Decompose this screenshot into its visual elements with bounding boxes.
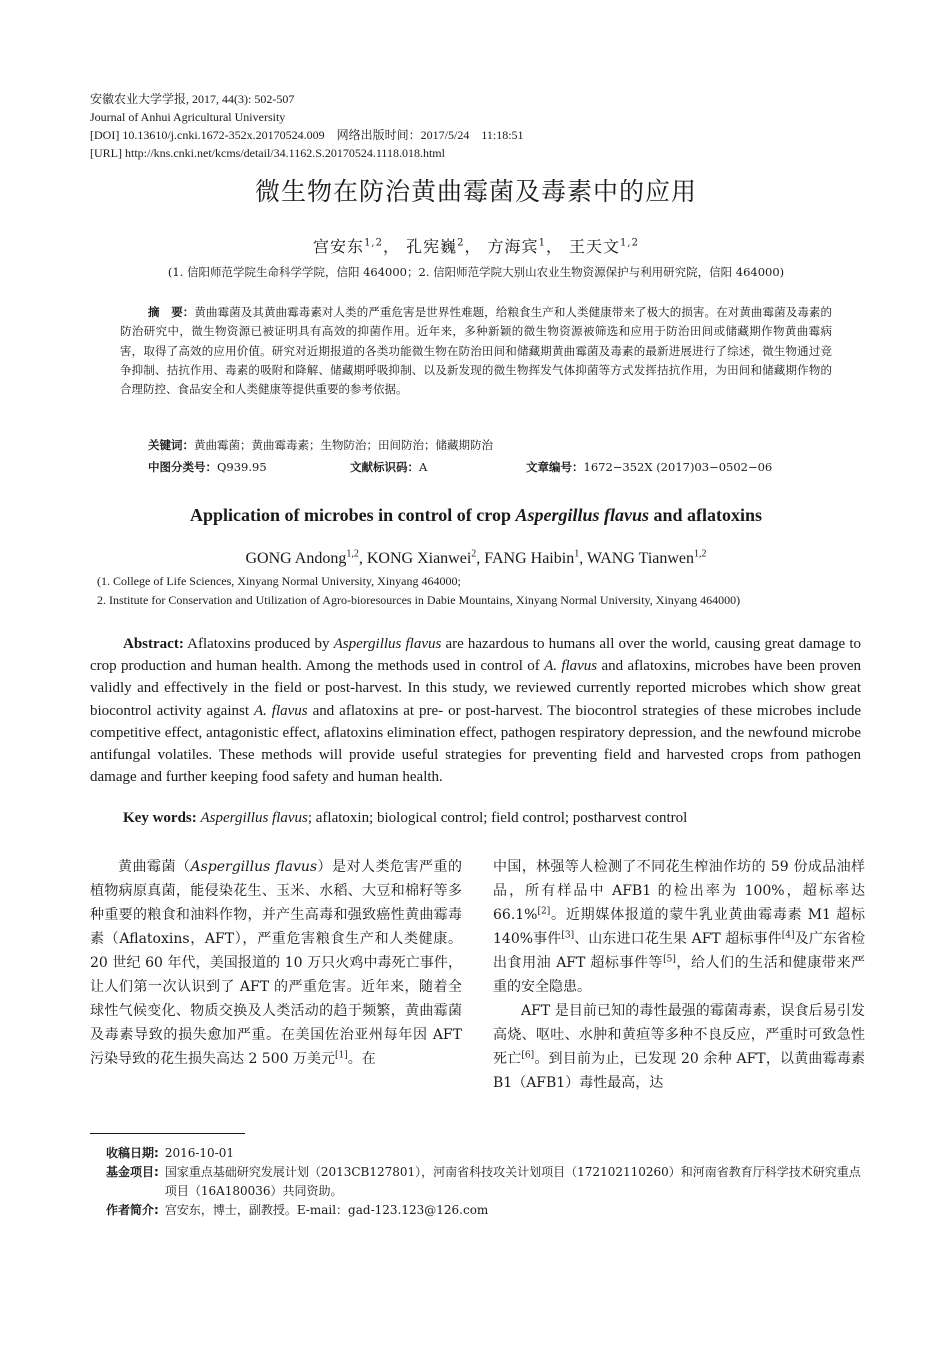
author-cn-4-aff: 1,2 [620, 237, 639, 249]
body-text: 。近期媒体报道的蒙牛乳业黄曲霉毒素 M1 超标 140%事件 [493, 907, 865, 947]
author-cn-1: 宫安东 [313, 237, 365, 256]
clc-value: Q939.95 [217, 460, 267, 474]
body-text: 及广东省检出食用油 AFT 超标事件等 [493, 931, 866, 971]
journal-header [90, 90, 524, 162]
abstract-en-t2: are hazardous to humans all over the world, causing great damage to crop production and human health. Among the methods used in control of [90, 636, 862, 675]
title-en-species: Aspergillus flavus [515, 505, 649, 525]
citation-ref[interactable]: [2] [537, 906, 551, 917]
citation-ref[interactable]: [1] [334, 1050, 348, 1061]
citation-ref[interactable]: [3] [561, 930, 575, 941]
body-text: ）是对人类危害严重的植物病原真菌，能侵染花生、玉米、水稻、大豆和棉籽等多种重要的粮食和油料作物，并产生高毒和强致癌性黄曲霉毒素（Aflatoxins，AFT），严重危害粮食生产和人类健康。20 世纪 60 年代，美国报道的 10 万只火鸡中毒死亡事件，让人们第一次认识到了 AFT 的严重危害。近年来，随着全球性气候变化、物质交换及人类活动的趋于频繁，黄曲霉菌及毒素导致的损失愈加严重。在美国佐治亚州每年因 AFT 污染导致的花生损失高达 2 500 万美元 [90, 859, 463, 1067]
footnote-received [106, 1144, 866, 1163]
body-paragraph [493, 999, 865, 1095]
abstract-en-i1: Aspergillus flavus [333, 636, 442, 652]
author-cn-1-aff: 1,2 [364, 237, 383, 249]
title-cn: 微生物在防治黄曲霉菌及毒素中的应用 [254, 177, 697, 206]
body-column-left [90, 855, 462, 1071]
body-text: 中国，林强等人检测了不同花生榨油作坊的 59 份成品油样品，所有样品中 AFB1 的检出率为 100%，超标率达 66.1% [493, 859, 865, 923]
citation-ref[interactable]: [6] [521, 1050, 535, 1061]
article-number-label: 文章编号： [526, 460, 584, 474]
body-text: 、山东进口花生果 AFT 超标事件 [574, 931, 782, 947]
title-en-post: and aflatoxins [649, 505, 763, 525]
title-en [0, 505, 952, 526]
abstract-en-t3: and aflatoxins, microbes have been proven validly and effectively in the field or post-harvest. In this study, we reviewed currently reported microbes which show great biocontrol activity against [90, 658, 862, 719]
author-en-1: GONG Andong [245, 550, 347, 567]
author-en-2-aff: 2 [471, 548, 477, 560]
author-cn-2: 孔宪巍 [406, 237, 458, 256]
received-value: 2016-10-01 [164, 1146, 234, 1160]
abstract-en-i2: A. flavus [544, 658, 598, 675]
doc-code [350, 459, 427, 475]
author-cn-4: 王天文 [569, 237, 621, 256]
keywords-cn-label: 关键词： [148, 438, 194, 452]
affiliation-en-line2: 2. Institute for Conservation and Utilization of Agro-bioresources in Dabie Mountains, Xinyang Normal University, Xinyang 464000) [97, 593, 741, 607]
author-en-1-aff: 1,2 [346, 548, 359, 560]
footnote-author [106, 1201, 866, 1220]
affiliation-en [97, 572, 740, 610]
authors-cn: 宫安东$^{1,2}$， 孔宪巍$^2$， 方海宾$^1$， 王天文$^{1,2}$ [313, 237, 639, 256]
body-text: 。到目前为止，已发现 20 余种 AFT，以黄曲霉毒素 B1（AFB1）毒性最高，达 [493, 1051, 866, 1091]
keywords-cn-text: 黄曲霉菌；黄曲霉毒素；生物防治；田间防治；储藏期防治 [194, 438, 493, 452]
abstract-cn [120, 303, 832, 399]
body-text: 。在 [347, 1051, 376, 1067]
keywords-en-rest: ; aflatoxin; biological control; field control; postharvest control [307, 810, 688, 826]
keywords-en-species: Aspergillus flavus [200, 810, 308, 826]
body-text: AFT 是目前已知的毒性最强的霉菌毒素，误食后易引发高烧、呕吐、水肿和黄疸等多种不良反应，严重时可致急性死亡 [493, 1003, 865, 1067]
journal-name-en: Journal of Anhui Agricultural University [90, 110, 286, 124]
body-species: Aspergillus flavus [190, 859, 318, 875]
body-paragraph [493, 855, 865, 999]
affiliation-cn: (1. 信阳师范学院生命科学学院，信阳 464000；2. 信阳师范学院大别山农业生物资源保护与利用研究院，信阳 464000) [167, 265, 785, 279]
body-text: 黄曲霉菌（ [118, 859, 191, 875]
abstract-en-i3: A. flavus [253, 702, 308, 719]
keywords-en [123, 810, 687, 827]
abstract-cn-text: 黄曲霉菌及其黄曲霉毒素对人类的严重危害是世界性难题，给粮食生产和人类健康带来了极大的损害。在对黄曲霉菌及毒素的防治研究中，微生物资源已被证明具有高效的抑菌作用。近年来，多种新颖的微生物资源被筛选和应用于防治田间或储藏期作物黄曲霉病害，取得了高效的应用价值。研究对近期报道的各类功能微生物在防治田间和储藏期黄曲霉菌及毒素的最新进展进行了综述，微生物通过竞争抑制、拮抗作用、毒素的吸附和降解、储藏期呼吸抑制、以及新发现的微生物挥发气体抑菌等方式发挥拮抗作用，为田间和储藏期作物的合理防控、食品安全和人类健康等提供重要的参考依据。 [120, 305, 833, 397]
author-en-4: WANG Tianwen [586, 550, 695, 567]
author-en-2: KONG Xianwei [366, 550, 472, 567]
author-en-3-aff: 1 [574, 548, 580, 560]
fund-value: 国家重点基础研究发展计划（2013CB127801），河南省科技攻关计划项目（172102110260）和河南省教育厅科学技术研究重点项目（16A180036）共同资助。 [164, 1165, 861, 1198]
author-cn-3-aff: 1 [538, 237, 546, 249]
abstract-cn-label: 摘 要： [148, 305, 195, 319]
title-en-pre: Application of microbes in control of crop [189, 505, 516, 525]
article-number [526, 459, 772, 475]
body-paragraph [90, 855, 462, 1071]
fund-label: 基金项目: [106, 1165, 159, 1179]
doc-code-label: 文献标识码： [350, 460, 419, 474]
abstract-en-t4: and aflatoxins at pre- or post-harvest. The biocontrol strategies of these microbes include competitive effect, antagonistic effect, aflatoxins elimination effect, pathogen respiratory depression, and the newfound microbe antifungal volatiles. These methods will provide useful strategies for preventing field and harvested crops from pathogen damage and further keeping food safety and human health. [90, 702, 861, 786]
abstract-en [90, 633, 861, 788]
footnote-fund [106, 1163, 866, 1201]
url-line: [URL] http://kns.cnki.net/kcms/detail/34.1162.S.20170524.1118.018.html [90, 146, 445, 160]
abstract-en-t1: Aflatoxins produced by [183, 636, 334, 652]
author-en-3: FANG Haibin [484, 550, 575, 567]
affiliation-en-line1: (1. College of Life Sciences, Xinyang Normal University, Xinyang 464000; [97, 574, 461, 588]
journal-citation-cn: 安徽农业大学学报, 2017, 44(3): 502-507 [90, 92, 295, 106]
keywords-en-label: Key words: [123, 810, 197, 826]
author-cn-3: 方海宾 [487, 237, 539, 256]
body-text: ，给人们的生活和健康带来严重的安全隐患。 [493, 955, 866, 995]
doc-code-value: A [419, 460, 428, 474]
authors-en: GONG Andong$^{1,2}$, KONG Xianwei$^2$, FANG Haibin$^1$, WANG Tianwen$^{1,2}$ [245, 548, 707, 567]
author-cn-2-aff: 2 [457, 237, 465, 249]
received-label: 收稿日期: [106, 1146, 159, 1160]
doi-line: [DOI] 10.13610/j.cnki.1672-352x.20170524.009 网络出版时间：2017/5/24 11:18:51 [90, 128, 524, 142]
citation-ref[interactable]: [5] [663, 954, 676, 965]
clc-number [148, 459, 267, 475]
keywords-cn [148, 437, 493, 453]
footnotes [106, 1144, 866, 1220]
body-column-right [493, 855, 865, 1095]
footnote-divider [90, 1133, 245, 1134]
citation-ref[interactable]: [4] [781, 930, 795, 941]
abstract-en-label: Abstract: [123, 636, 184, 652]
article-number-value: 1672−352X (2017)03−0502−06 [583, 460, 773, 474]
author-en-4-aff: 1,2 [694, 548, 707, 560]
author-bio-label: 作者简介: [106, 1203, 159, 1217]
author-bio-value: 宫安东，博士，副教授。E-mail：gad-123.123@126.com [164, 1203, 489, 1217]
clc-label: 中图分类号： [148, 460, 217, 474]
